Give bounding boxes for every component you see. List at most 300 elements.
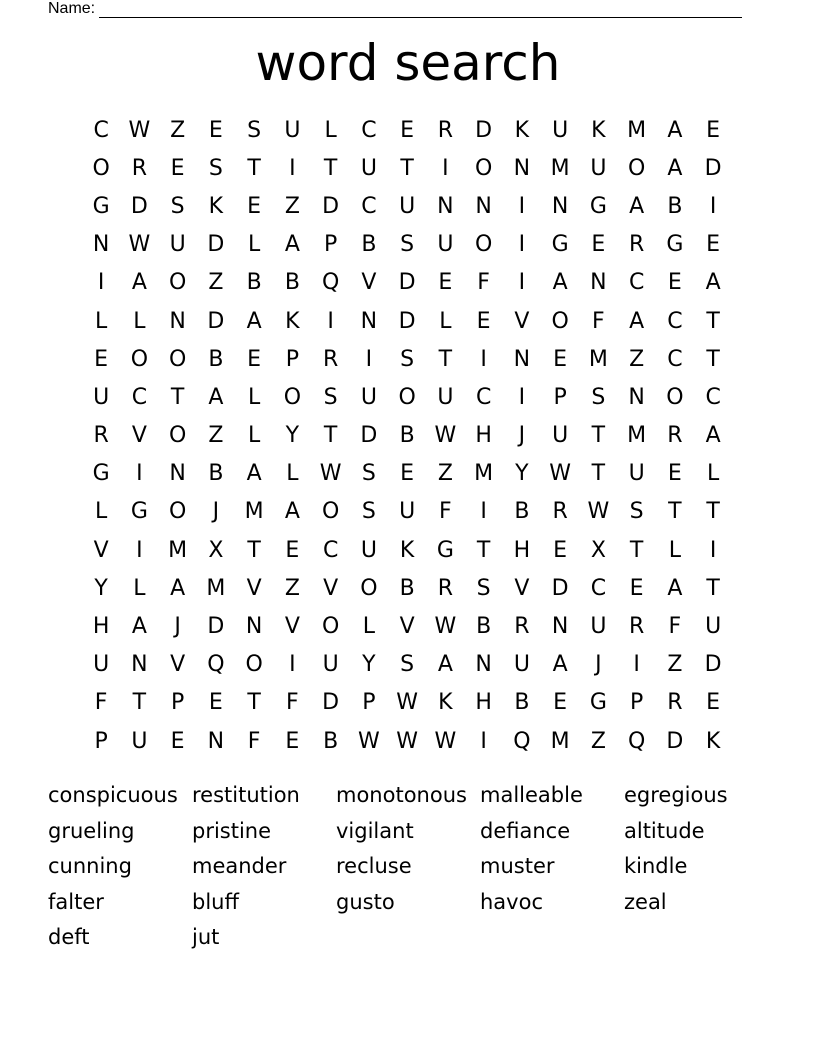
grid-letter: E (94, 346, 109, 372)
grid-letter: E (438, 270, 453, 296)
grid-letter: F (94, 690, 108, 716)
grid-letter: B (284, 270, 300, 296)
grid-letter: N (360, 308, 378, 334)
word-bank-item: zeal (624, 889, 667, 914)
grid-letter: W (396, 690, 418, 716)
grid-letter: N (628, 384, 645, 410)
grid-letter: O (474, 232, 493, 258)
grid-letter: E (553, 537, 568, 563)
grid-letter: T (591, 423, 606, 449)
word-bank-item: gusto (336, 889, 395, 914)
grid-letter: E (208, 117, 223, 143)
grid-letter: I (518, 232, 526, 258)
grid-letter: Z (208, 423, 224, 449)
grid-letter: S (629, 499, 644, 525)
grid-letter: Y (515, 461, 529, 487)
grid-letter: E (706, 690, 721, 716)
grid-letter: Q (513, 728, 531, 754)
grid-letter: V (131, 423, 147, 449)
grid-letter: S (323, 384, 338, 410)
grid-letter: Y (362, 652, 376, 678)
grid-letter: E (285, 728, 300, 754)
grid-letter: B (476, 614, 492, 640)
grid-letter: U (437, 232, 454, 258)
grid-letter: D (207, 308, 225, 334)
grid-letter: Q (321, 270, 340, 296)
grid-letter: V (323, 575, 339, 601)
grid-letter: T (132, 690, 147, 716)
grid-letter: N (169, 461, 186, 487)
grid-letter: O (398, 384, 416, 410)
name-field (48, 0, 742, 18)
grid-letter: O (283, 384, 302, 410)
grid-letter: N (245, 614, 263, 640)
grid-letter: O (360, 575, 378, 601)
grid-letter: E (553, 346, 568, 372)
grid-letter: D (704, 652, 722, 678)
grid-letter: Z (590, 728, 606, 754)
grid-letter: A (667, 117, 683, 143)
grid-letter: T (247, 155, 261, 181)
grid-letter: O (168, 423, 187, 449)
grid-letter: T (323, 423, 338, 449)
grid-letter: G (666, 232, 684, 258)
grid-letter: C (628, 270, 645, 296)
grid-letter: O (474, 155, 493, 181)
grid-letter: U (284, 117, 301, 143)
grid-letter: C (590, 575, 607, 601)
grid-letter: U (93, 384, 110, 410)
grid-letter: E (667, 461, 682, 487)
word-bank-item: bluff (192, 889, 239, 914)
grid-letter: B (514, 690, 530, 716)
grid-letter: Q (207, 652, 225, 678)
grid-letter: T (706, 575, 720, 601)
grid-letter: A (246, 461, 262, 487)
grid-letter: M (627, 117, 647, 143)
grid-letter: Y (94, 575, 108, 601)
grid-letter: D (130, 193, 148, 219)
grid-letter: C (475, 384, 492, 410)
grid-letter: H (92, 614, 110, 640)
grid-letter: A (667, 155, 683, 181)
grid-letter: I (327, 308, 334, 334)
grid-letter: B (208, 346, 224, 372)
word-bank-item: pristine (192, 818, 272, 843)
grid-letter: E (706, 117, 721, 143)
grid-letter: N (551, 614, 569, 640)
grid-letter: N (475, 652, 492, 678)
grid-letter: Z (208, 270, 224, 296)
grid-letter: D (398, 270, 416, 296)
word-bank-item: vigilant (336, 818, 414, 843)
grid-letter: Z (437, 461, 453, 487)
grid-letter: E (170, 728, 185, 754)
grid-letter: E (247, 193, 262, 219)
grid-letter: A (437, 652, 453, 678)
grid-letter: W (319, 461, 342, 487)
grid-letter: C (667, 346, 683, 372)
grid-letter: U (360, 155, 377, 181)
word-bank-item: altitude (624, 818, 705, 843)
word-bank (48, 778, 768, 956)
grid-letter: V (246, 575, 262, 601)
grid-letter: B (514, 499, 530, 525)
grid-letter: L (439, 308, 452, 334)
grid-letter: O (92, 155, 110, 181)
grid-letter: D (704, 155, 722, 181)
grid-letter: M (588, 346, 608, 372)
grid-letter: R (552, 499, 568, 525)
grid-letter: S (361, 499, 376, 525)
grid-letter: I (97, 270, 105, 296)
grid-letter: M (168, 537, 188, 563)
grid-letter: A (705, 270, 721, 296)
grid-letter: D (360, 423, 378, 449)
grid-letter: M (627, 423, 647, 449)
grid-letter: X (590, 537, 606, 563)
grid-letter: A (629, 308, 645, 334)
grid-letter: V (170, 652, 186, 678)
grid-letter: R (514, 614, 530, 640)
grid-letter: W (549, 461, 571, 487)
grid-letter: G (436, 537, 454, 563)
grid-letter: G (92, 193, 110, 219)
grid-letter: W (434, 614, 457, 640)
grid-letter: S (247, 117, 262, 143)
grid-letter: U (513, 652, 530, 678)
word-bank-item: meander (192, 854, 287, 879)
grid-letter: Z (629, 346, 645, 372)
word-bank-item: recluse (336, 854, 412, 879)
grid-letter: L (133, 308, 146, 334)
grid-letter: U (552, 423, 569, 449)
grid-letter: L (94, 499, 108, 525)
grid-letter: I (136, 461, 143, 487)
grid-letter: S (400, 232, 415, 258)
grid-letter: D (207, 614, 225, 640)
grid-letter: S (591, 384, 606, 410)
word-bank-item: falter (48, 889, 104, 914)
word-bank-item: havoc (480, 889, 543, 914)
grid-letter: L (286, 461, 299, 487)
grid-letter: A (629, 193, 645, 219)
grid-letter: C (361, 117, 377, 143)
grid-letter: K (399, 537, 415, 563)
grid-letter: U (93, 652, 110, 678)
grid-letter: U (360, 537, 377, 563)
grid-letter: U (590, 155, 607, 181)
grid-letter: O (245, 652, 263, 678)
grid-letter: L (362, 614, 375, 640)
grid-letter: L (324, 117, 337, 143)
grid-letter: E (476, 308, 491, 334)
grid-letter: D (322, 193, 340, 219)
grid-letter: I (442, 155, 449, 181)
grid-letter: A (170, 575, 186, 601)
grid-letter: M (550, 728, 570, 754)
grid-letter: V (284, 614, 300, 640)
grid-letter: W (434, 728, 457, 754)
grid-letter: N (513, 346, 531, 372)
grid-letter: C (361, 193, 377, 219)
grid-letter: H (475, 690, 492, 716)
grid-letter: O (168, 270, 187, 296)
grid-letter: T (170, 384, 185, 410)
grid-letter: W (396, 728, 418, 754)
grid-letter: C (93, 117, 109, 143)
grid-letter: P (170, 690, 185, 716)
grid-letter: T (323, 155, 338, 181)
grid-letter: I (480, 499, 487, 525)
grid-letter: Z (284, 575, 300, 601)
grid-letter: U (399, 499, 416, 525)
grid-letter: C (667, 308, 683, 334)
grid-letter: E (208, 690, 223, 716)
grid-letter: A (705, 423, 721, 449)
grid-letter: K (514, 117, 530, 143)
grid-letter: E (706, 232, 721, 258)
grid-letter: F (477, 270, 490, 296)
grid-letter: P (362, 690, 376, 716)
grid-letter: U (360, 384, 377, 410)
grid-letter: Z (284, 193, 300, 219)
grid-letter: S (400, 346, 415, 372)
grid-letter: S (400, 652, 415, 678)
grid-letter: H (475, 423, 492, 449)
word-bank-item: conspicuous (48, 783, 178, 807)
grid-letter: Z (667, 652, 683, 678)
grid-letter: B (399, 575, 415, 601)
grid-letter: U (169, 232, 186, 258)
grid-letter: L (706, 461, 720, 487)
grid-letter: O (168, 346, 187, 372)
grid-letter: G (551, 232, 569, 258)
grid-letter: N (513, 155, 531, 181)
grid-letter: N (131, 652, 148, 678)
grid-letter: A (552, 652, 568, 678)
grid-letter: D (666, 728, 684, 754)
grid-letter: E (591, 232, 606, 258)
word-bank-item: cunning (48, 854, 132, 879)
grid-letter: B (667, 193, 683, 219)
grid-letter: I (518, 384, 526, 410)
grid-letter: T (476, 537, 491, 563)
grid-letter: I (480, 346, 487, 372)
name-underline (99, 2, 742, 18)
grid-letter: M (244, 499, 264, 525)
grid-letter: W (587, 499, 610, 525)
grid-letter: E (247, 346, 262, 372)
grid-letter: G (589, 690, 607, 716)
grid-letter: T (591, 461, 606, 487)
grid-letter: S (170, 193, 185, 219)
grid-letter: A (131, 270, 147, 296)
grid-letter: D (551, 575, 569, 601)
grid-letter: R (628, 614, 645, 640)
grid-letter: E (667, 270, 682, 296)
grid-letter: R (667, 423, 683, 449)
grid-letter: L (668, 537, 681, 563)
grid-letter: K (591, 117, 606, 143)
grid-letter: I (709, 193, 717, 219)
grid-letter: B (208, 461, 224, 487)
grid-letter: T (247, 537, 261, 563)
grid-letter: N (207, 728, 225, 754)
grid-letter: C (322, 537, 339, 563)
grid-letter: C (131, 384, 148, 410)
word-bank-item: deft (48, 925, 90, 950)
grid-letter: V (514, 575, 530, 601)
grid-letter: K (705, 728, 721, 754)
word-bank-item: kindle (624, 854, 688, 879)
grid-letter: K (438, 690, 453, 716)
grid-letter: F (439, 499, 452, 525)
grid-letter: F (668, 614, 682, 640)
grid-letter: T (400, 155, 414, 181)
grid-letter: O (130, 346, 149, 372)
grid-letter: I (365, 346, 373, 372)
grid-letter: U (131, 728, 148, 754)
grid-letter: R (322, 346, 339, 372)
grid-letter: U (552, 117, 569, 143)
grid-letter: B (399, 423, 415, 449)
word-bank-item: monotonous (336, 783, 467, 807)
grid-letter: M (474, 461, 494, 487)
grid-letter: T (706, 499, 720, 525)
grid-letter: I (518, 270, 526, 296)
grid-letter: J (518, 423, 526, 449)
grid-letter: H (513, 537, 531, 563)
grid-letter: I (709, 537, 717, 563)
grid-letter: U (628, 461, 645, 487)
grid-letter: A (284, 499, 300, 525)
grid-letter: E (629, 575, 644, 601)
word-bank-item: defiance (480, 818, 571, 843)
grid-letter: E (553, 690, 568, 716)
grid-letter: O (321, 614, 340, 640)
grid-letter: G (92, 461, 110, 487)
grid-letter: E (285, 537, 300, 563)
grid-letter: O (168, 499, 187, 525)
grid-letter: W (357, 728, 380, 754)
grid-letter: R (93, 423, 109, 449)
grid-letter: T (629, 537, 644, 563)
grid-letter: V (399, 614, 415, 640)
grid-letter: D (398, 308, 416, 334)
grid-letter: R (131, 155, 148, 181)
grid-letter: B (246, 270, 262, 296)
grid-letter: P (285, 346, 300, 372)
grid-letter: V (514, 308, 530, 334)
grid-letter: O (321, 499, 340, 525)
grid-letter: M (550, 155, 570, 181)
grid-letter: L (247, 423, 261, 449)
grid-letter: B (323, 728, 339, 754)
grid-letter: A (131, 614, 147, 640)
grid-letter: I (518, 193, 526, 219)
grid-letter: L (247, 384, 261, 410)
grid-letter: D (475, 117, 493, 143)
grid-letter: R (667, 690, 683, 716)
grid-letter: W (434, 423, 457, 449)
grid-letter: O (666, 384, 684, 410)
letter-grid (82, 111, 732, 760)
grid-letter: S (208, 155, 223, 181)
grid-letter: P (553, 384, 567, 410)
grid-letter: T (706, 346, 720, 372)
grid-letter: Y (285, 423, 300, 449)
grid-letter: A (667, 575, 683, 601)
grid-letter: C (705, 384, 721, 410)
grid-letter: V (93, 537, 109, 563)
grid-letter: B (361, 232, 377, 258)
grid-letter: Q (627, 728, 646, 754)
grid-letter: M (206, 575, 226, 601)
word-bank-item: muster (480, 854, 555, 879)
grid-letter: L (94, 308, 108, 334)
grid-letter: N (169, 308, 186, 334)
grid-letter: I (289, 155, 296, 181)
grid-letter: D (322, 690, 340, 716)
grid-letter: U (437, 384, 454, 410)
grid-letter: T (247, 690, 261, 716)
name-label: Name: (48, 0, 96, 17)
grid-letter: I (136, 537, 143, 563)
grid-letter: T (668, 499, 682, 525)
grid-letter: S (476, 575, 491, 601)
grid-letter: W (128, 232, 151, 258)
grid-letter: O (627, 155, 646, 181)
grid-letter: A (284, 232, 300, 258)
grid-letter: L (247, 232, 261, 258)
grid-letter: E (170, 155, 185, 181)
grid-letter: I (480, 728, 487, 754)
grid-letter: Z (170, 117, 186, 143)
grid-letter: N (475, 193, 492, 219)
word-bank-item: grueling (48, 818, 135, 843)
word-bank-item: egregious (624, 783, 728, 807)
grid-letter: F (286, 690, 299, 716)
word-bank-item: malleable (480, 783, 583, 807)
grid-letter: P (94, 728, 108, 754)
grid-letter: U (322, 652, 339, 678)
grid-letter: F (247, 728, 261, 754)
grid-letter: I (633, 652, 640, 678)
page-title: word search (255, 34, 561, 92)
grid-letter: N (590, 270, 607, 296)
grid-letter: U (399, 193, 416, 219)
grid-letter: R (437, 117, 454, 143)
grid-letter: R (437, 575, 454, 601)
grid-letter: T (438, 346, 453, 372)
grid-letter: T (706, 308, 720, 334)
grid-letter: J (595, 652, 602, 678)
word-bank-item: restitution (192, 783, 300, 807)
grid-letter: P (323, 232, 338, 258)
grid-letter: A (246, 308, 262, 334)
grid-letter: V (361, 270, 377, 296)
grid-letter: U (590, 614, 607, 640)
grid-letter: I (289, 652, 296, 678)
grid-letter: E (400, 117, 415, 143)
grid-letter: K (285, 308, 300, 334)
grid-letter: D (207, 232, 225, 258)
grid-letter: A (208, 384, 224, 410)
grid-letter: O (551, 308, 569, 334)
grid-letter: U (705, 614, 722, 640)
grid-letter: A (552, 270, 568, 296)
